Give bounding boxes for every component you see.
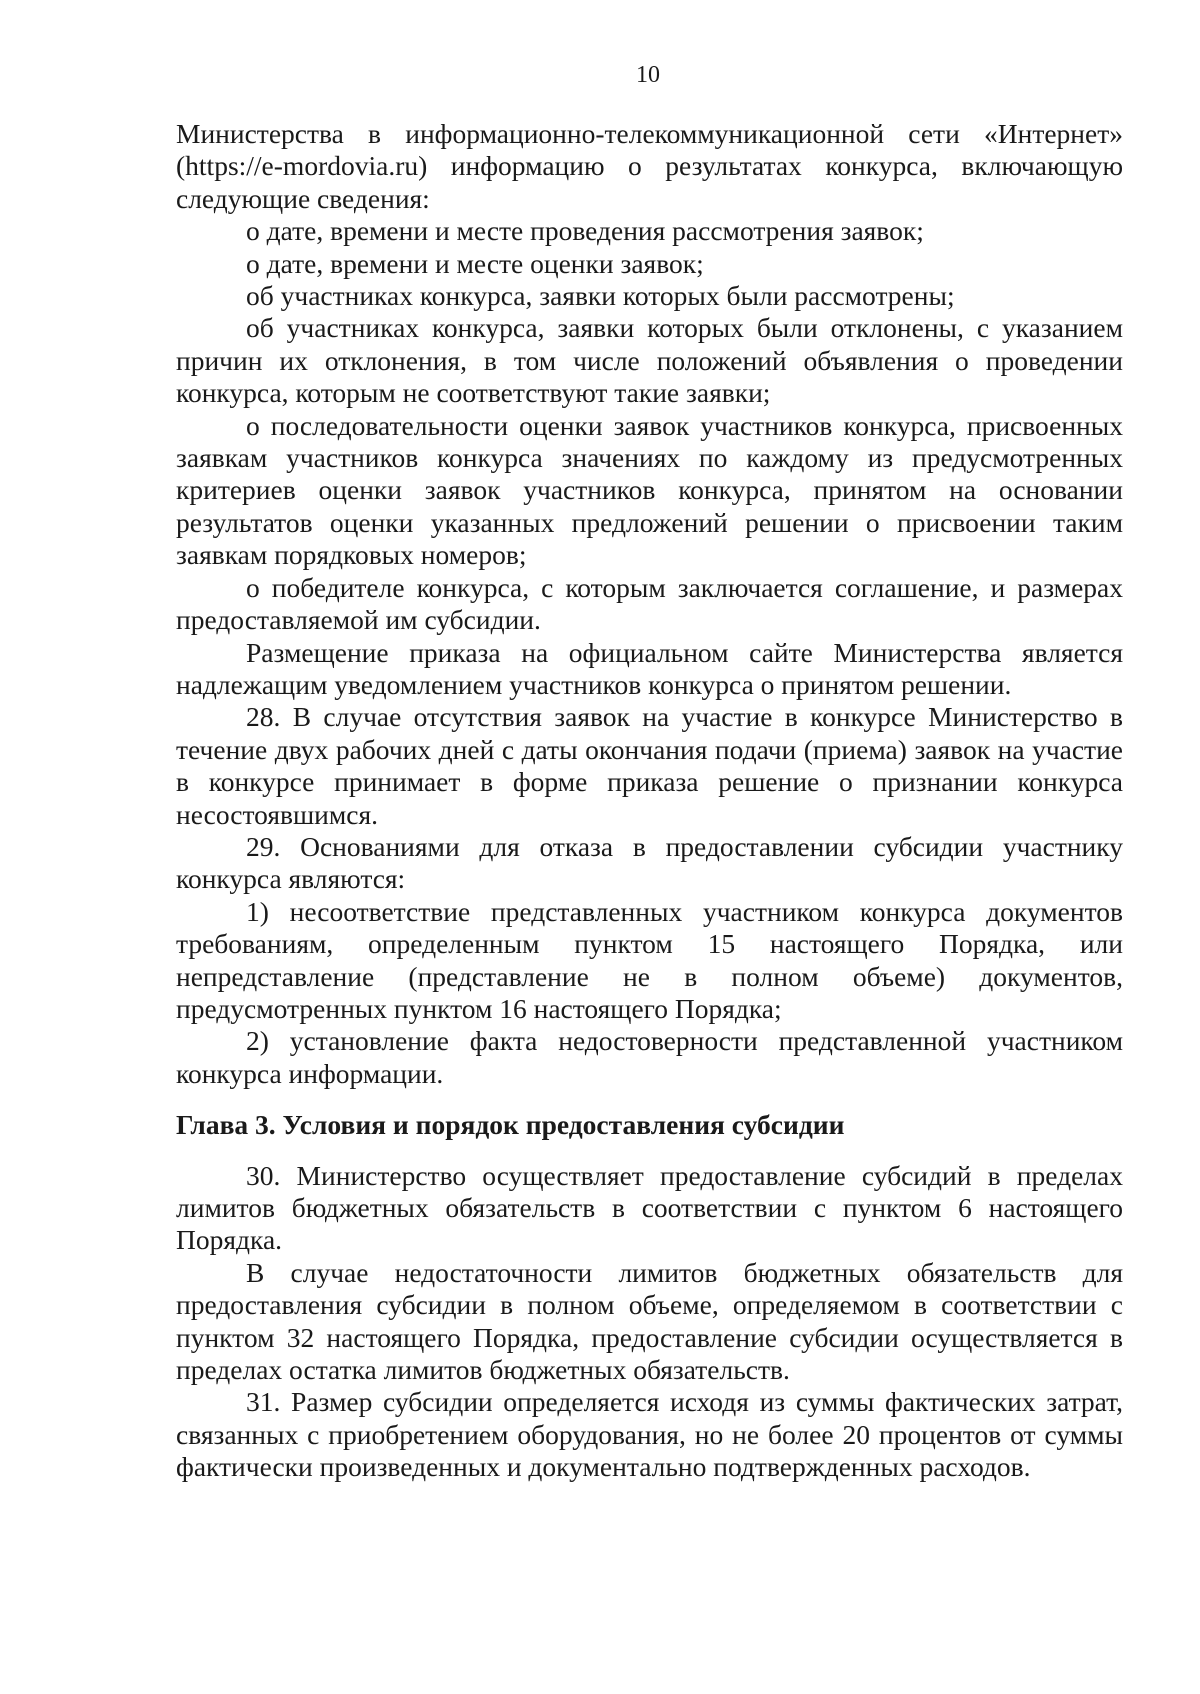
paragraph-clause-28: 28. В случае отсутствия заявок на участие в конкурсе Министерство в течение двух рабочих дней с даты окончания подачи (приема) заявок на участие в конкурсе принимает в форме приказа решение о признании конкурса несостоявшимся. (176, 701, 1123, 830)
paragraph: Размещение приказа на официальном сайте Министерства является надлежащим уведомлением участников конкурса о принятом решении. (176, 636, 1123, 700)
page-number: 10 (636, 62, 660, 88)
document-body (176, 118, 1123, 1484)
paragraph: В случае недостаточности лимитов бюджетных обязательств для предоставления субсидии в полном объеме, определяемом в соответствии с пунктом 32 настоящего Порядка, предоставление субсидии осуществляется в пределах остатка лимитов бюджетных обязательств. (176, 1256, 1123, 1386)
paragraph-subitem-1: 1) несоответствие представленных участником конкурса документов требованиям, определенным пунктом 15 настоящего Порядка, или непредставление (представление не в полном объеме) документов, предусмотренных пунктом 16 настоящего Порядка; (176, 895, 1123, 1024)
paragraph-item: о дате, времени и месте оценки заявок; (246, 247, 704, 279)
paragraph-item: об участниках конкурса, заявки которых были рассмотрены; (246, 280, 955, 312)
chapter-heading: Глава 3. Условия и порядок предоставления субсидии (176, 1109, 845, 1141)
paragraph-intro: Министерства в информационно-телекоммуникационной сети «Интернет» (https://e-mordovia.ru) информацию о результатах конкурса, включающую следующие сведения: (176, 118, 1123, 214)
paragraph-clause-29: 29. Основаниями для отказа в предоставлении субсидии участнику конкурса являются: (176, 830, 1123, 895)
paragraph-item: об участниках конкурса, заявки которых были отклонены, с указанием причин их отклонения, в том числе положений объявления о проведении конкурса, которым не соответствуют такие заявки; (176, 312, 1123, 409)
paragraph-item: о победителе конкурса, с которым заключается соглашение, и размерах предоставляемой им субсидии. (176, 571, 1123, 636)
paragraph-clause-31: 31. Размер субсидии определяется исходя из суммы фактических затрат, связанных с приобретением оборудования, но не более 20 процентов от суммы фактически произведенных и документально подтвержденных расходов. (176, 1386, 1123, 1483)
paragraph-item: о дате, времени и месте проведения рассмотрения заявок; (246, 215, 924, 247)
paragraph-clause-30: 30. Министерство осуществляет предоставление субсидий в пределах лимитов бюджетных обязательств в соответствии с пунктом 6 настоящего Порядка. (176, 1159, 1123, 1256)
paragraph-item: о последовательности оценки заявок участников конкурса, присвоенных заявкам участников конкурса значениях по каждому из предусмотренных критериев оценки заявок участников конкурса, принятом на основании результатов оценки указанных предложений решении о присвоении таким заявкам порядковых номеров; (176, 409, 1123, 571)
paragraph-subitem-2: 2) установление факта недостоверности представленной участником конкурса информации. (176, 1025, 1123, 1089)
